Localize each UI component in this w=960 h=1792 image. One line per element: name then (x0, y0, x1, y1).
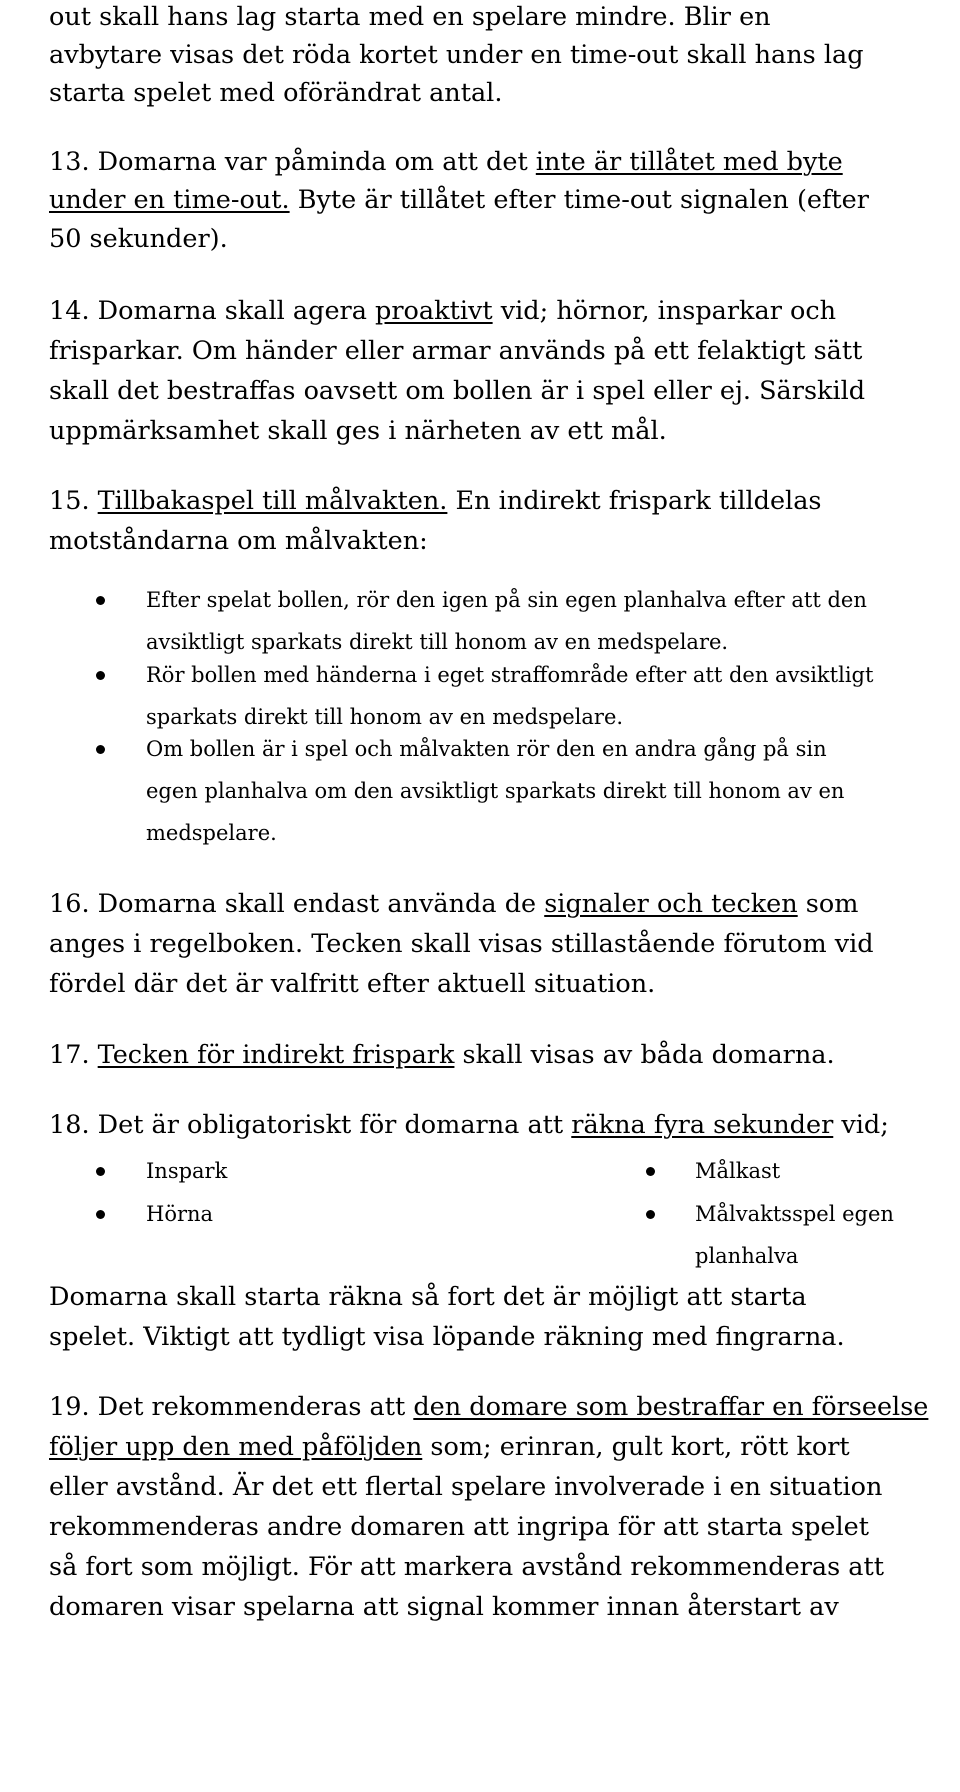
item-19-line-1 (49, 1390, 928, 1424)
item-15-bullet-1-line-1: Efter spelat bollen, rör den igen på sin egen planhalva efter att den (146, 588, 867, 612)
item-17-text: 17. (49, 1040, 98, 1070)
item-13-line-1 (49, 145, 843, 179)
item-14-line-1 (49, 294, 836, 328)
item-19-text-b: som; erinran, gult kort, rött kort (422, 1432, 850, 1462)
item-15-line-2: motståndarna om målvakten: (49, 526, 428, 556)
item-13-underlined-2: under en time-out. (49, 185, 290, 215)
bullet-icon (96, 671, 105, 680)
item-13-underlined-1: inte är tillåtet med byte (535, 147, 843, 177)
item-15-bullet-1-line-2: avsiktligt sparkats direkt till honom av en medspelare. (146, 630, 729, 654)
bullet-icon (96, 1210, 105, 1219)
item-17-underlined: Tecken för indirekt frispark (97, 1040, 455, 1070)
item-18-line-2: Domarna skall starta räkna så fort det är möjligt att starta (49, 1282, 807, 1312)
item-15-text: 15. (49, 486, 98, 516)
item-14-underlined: proaktivt (375, 296, 493, 326)
item-16-underlined: signaler och tecken (544, 889, 798, 919)
item-15-text-b: En indirekt frispark tilldelas (447, 486, 822, 516)
item-18-bullet-malvaktsspel: Målvaktsspel egen (695, 1202, 894, 1226)
bullet-icon (96, 745, 105, 754)
item-14-line-3: skall det bestraffas oavsett om bollen är i spel eller ej. Särskild (49, 376, 866, 406)
item-18-bullet-malvaktsspel-cont: planhalva (695, 1244, 799, 1268)
item-19-underlined-2: följer upp den med påföljden (49, 1432, 423, 1462)
item-17-text-b: skall visas av båda domarna. (454, 1040, 835, 1070)
item-19-line-5: så fort som möjligt. För att markera avstånd rekommenderas att (49, 1552, 885, 1582)
item-13-text: 13. Domarna var påminda om att det (49, 147, 536, 177)
item-16-line-1 (49, 887, 858, 921)
item-15-underlined: Tillbakaspel till målvakten. (97, 486, 448, 516)
item-15-bullet-3-line-1: Om bollen är i spel och målvakten rör den en andra gång på sin (146, 737, 827, 761)
item-18-line-3: spelet. Viktigt att tydligt visa löpande räkning med fingrarna. (49, 1322, 845, 1352)
item-18-text: 18. Det är obligatoriskt för domarna att (49, 1110, 572, 1140)
bullet-icon (96, 596, 105, 605)
item-19-line-4: rekommenderas andre domaren att ingripa för att starta spelet (49, 1512, 870, 1542)
item-14-text-b: vid; hörnor, insparkar och (492, 296, 837, 326)
item-13-line-3: 50 sekunder). (49, 224, 228, 254)
item-18-bullet-horna: Hörna (146, 1202, 214, 1226)
bullet-icon (646, 1167, 655, 1176)
item-18-text-b: vid; (833, 1110, 889, 1140)
item-14-text: 14. Domarna skall agera (49, 296, 376, 326)
item-15-bullet-3-line-2: egen planhalva om den avsiktligt sparkats direkt till honom av en (146, 779, 845, 803)
intro-line-2: avbytare visas det röda kortet under en time-out skall hans lag (49, 40, 864, 70)
bullet-icon (96, 1167, 105, 1176)
item-16-line-3: fördel där det är valfritt efter aktuell situation. (49, 969, 656, 999)
item-18-underlined: räkna fyra sekunder (571, 1110, 834, 1140)
item-19-line-6: domaren visar spelarna att signal kommer innan återstart av (49, 1592, 839, 1622)
item-16-text-b: som (797, 889, 859, 919)
item-18-line-1 (49, 1108, 889, 1142)
intro-line-1: out skall hans lag starta med en spelare mindre. Blir en (49, 2, 771, 32)
item-15-bullet-3-line-3: medspelare. (146, 821, 277, 845)
item-14-line-4: uppmärksamhet skall ges i närheten av ett mål. (49, 416, 667, 446)
item-14-line-2: frisparkar. Om händer eller armar används på ett felaktigt sätt (49, 336, 863, 366)
item-19-line-2 (49, 1430, 850, 1464)
item-19-text: 19. Det rekommenderas att (49, 1392, 414, 1422)
item-18-bullet-inspark: Inspark (146, 1159, 228, 1183)
item-16-line-2: anges i regelboken. Tecken skall visas stillastående förutom vid (49, 929, 874, 959)
item-18-bullet-malkast: Målkast (695, 1159, 781, 1183)
item-15-line-1 (49, 484, 822, 518)
item-17-line-1 (49, 1038, 835, 1072)
item-19-underlined-1: den domare som bestraffar en förseelse (413, 1392, 929, 1422)
bullet-icon (646, 1210, 655, 1219)
item-16-text: 16. Domarna skall endast använda de (49, 889, 545, 919)
item-15-bullet-2-line-2: sparkats direkt till honom av en medspelare. (146, 705, 624, 729)
intro-line-3: starta spelet med oförändrat antal. (49, 78, 503, 108)
item-15-bullet-2-line-1: Rör bollen med händerna i eget straffområde efter att den avsiktligt (146, 663, 874, 687)
item-13-line-2 (49, 183, 869, 217)
item-13-text-b: Byte är tillåtet efter time-out signalen (efter (289, 185, 869, 215)
item-19-line-3: eller avstånd. Är det ett flertal spelare involverade i en situation (49, 1472, 883, 1502)
